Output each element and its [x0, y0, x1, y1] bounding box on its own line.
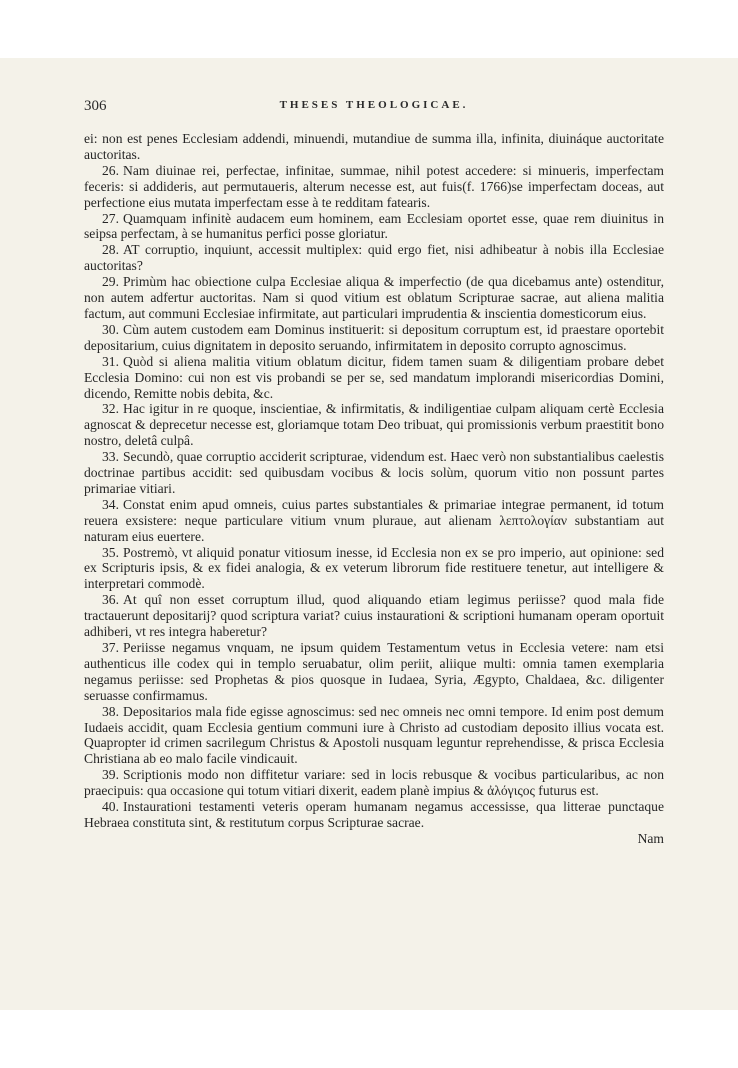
paragraph-number: 29.: [102, 274, 119, 290]
paragraph-number: 27.: [102, 210, 119, 226]
paragraph-number: 39.: [102, 767, 119, 783]
paragraph-text: Quamquam infinitè audacem eum hominem, eam Ecclesiam oportet esse, quae rem diuinitus in seipsa perfectam, à se humanitus perfici posse gloriatur.: [84, 210, 664, 242]
paragraph-36: [84, 592, 664, 640]
text-body: [84, 131, 664, 847]
paragraph-text: ei: non est penes Ecclesiam addendi, minuendi, mutandiue de summa illa, infinita, diuináque auctoritate auctoritas.: [84, 131, 664, 162]
paragraph-text: Periisse negamus vnquam, ne ipsum quidem Testamentum vetus in Ecclesia vetere: nam etsi authenticus ille codex qui in templo seruabatur, olim periit, aliique multi: omnia tamen exemplaria negamus periisse: sed Prophetas & pios quosque in Iudaea, Syria, Ægypto, Chaldaea, &c. diligenter seruasse confirmamus.: [84, 640, 664, 703]
paragraph-30: [84, 322, 664, 354]
paragraph-number: 37.: [102, 640, 119, 655]
paragraph-number: 31.: [102, 353, 119, 369]
paragraph-number: 38.: [102, 703, 119, 719]
paragraph-39: [84, 767, 664, 799]
paragraph-number: 40.: [102, 799, 119, 815]
paragraph-text: Depositarios mala fide egisse agnoscimus: sed nec omneis nec omni tempore. Id enim post demum Iudaeis accidit, quam Ecclesia gentium communi iure à Christo ad custodiam deposito illius vocata est. Quapropter id crimen sacrilegum Christus & Apostoli nusquam leguntur reprehendisse, & prisca Ecclesia Christiana ab eo malo facile vindicauit.: [84, 703, 664, 767]
paragraph-40: [84, 799, 664, 831]
paragraph-text: Primùm hac obiectione culpa Ecclesiae aliqua & imperfectio (de qua dicebamus ante) ostenditur, non autem adfertur auctoritas. Nam si quod vitium est oblatum Scripturae sacrae, aut aliena malitia factum, aut communi Ecclesiae infirmitate, aut particulari imprudentia & inscientia domesticorum eius.: [84, 274, 664, 321]
paragraph-number: 26.: [102, 162, 119, 178]
paragraph-number: 28.: [102, 242, 119, 258]
paragraph-text: Postremò, vt aliquid ponatur vitiosum inesse, id Ecclesia non ex se pro imperio, aut opinione: sed ex Scripturis ipsis, & ex fidei analogia, & ex veterum librorum fide restituere tenetur, aut intelligere & interpretari commodè.: [84, 544, 664, 592]
paragraph-number: 30.: [102, 321, 119, 337]
paragraph-text: Constat enim apud omneis, cuius partes substantiales & primariae integrae permanent, id totum reuera exsistere: neque particulare vitium vnum pluraue, aut alienam λεπτολογίαν substantiam aut naturam eius euertere.: [84, 496, 664, 544]
paragraph-number: 33.: [102, 449, 119, 465]
paragraph-37: [84, 640, 664, 704]
book-page: [0, 58, 738, 1010]
paragraph-text: Instaurationi testamenti veteris operam humanam negamus accessisse, qua litterae punctaque Hebraea constituta sint, & restitutum corpus Scripturae sacrae.: [84, 799, 664, 830]
page-number: 306: [84, 98, 107, 114]
paragraph-text: Cùm autem custodem eam Dominus instituerit: si depositum corruptum est, id praestare oportebit depositarium, cuius dignitatem in deposito seruando, infirmitatem in deposito corrupto agnoscimus.: [84, 321, 664, 353]
paragraph-number: 32.: [102, 401, 119, 417]
paragraph-33: [84, 449, 664, 497]
paragraph-29: [84, 274, 664, 322]
paragraph-number: 34.: [102, 496, 119, 512]
paragraph-text: Secundò, quae corruptio acciderit scripturae, videndum est. Haec verò non substantialibus caelestis doctrinae partibus accidit: sed quibusdam vocibus & locis solùm, quorum vitio non possunt partes primariae vitiari.: [84, 449, 664, 496]
paragraph-number: 36.: [102, 592, 119, 608]
paragraph-text: AT corruptio, inquiunt, accessit multiplex: quid ergo fiet, nisi adhibeatur à nobis illa Ecclesiae auctoritas?: [84, 242, 664, 274]
paragraph-text: At quî non esset corruptum illud, quod aliquando etiam legimus periisse? quod mala fide tractauerunt depositarij? quod scriptura variat? cuius instaurationi & scriptioni humanam operam oportuit adhiberi, vt res integra haberetur?: [84, 592, 664, 640]
paragraph-text: Quòd si aliena malitia vitium oblatum dicitur, fidem tamen suam & diligentiam probare debet Ecclesia Domino: cui non est vis probandi se per se, sed mandatum implorandi misericordias Domini, dicendo, Remitte nobis debita, &c.: [84, 353, 664, 401]
paragraph-26: [84, 163, 664, 211]
paragraph-31: [84, 354, 664, 402]
paragraph-27: [84, 211, 664, 243]
running-title: THESES THEOLOGICAE.: [279, 99, 469, 111]
page-header: [84, 98, 664, 118]
paragraph-38: [84, 704, 664, 768]
paragraph-text: Nam diuinae rei, perfectae, infinitae, summae, nihil potest accedere: si minueris, imperfectam feceris: si addideris, aut permutaueris, alterum necesse est, aut fuis(f. 1766)se imperfectam doceas, aut perfectione eius mutata imperfectam esse à te redditam fatearis.: [84, 162, 664, 210]
paragraph-35: [84, 545, 664, 593]
paragraph-text: Scriptionis modo non diffitetur variare: sed in locis rebusque & vocibus particularibus, ac non praecipuis: qua occasione qui totum vitiari dixerit, eadem planè impius & ἀλόγιςος futurus est.: [84, 767, 664, 799]
paragraph-32: [84, 401, 664, 449]
paragraph-number: 35.: [102, 544, 119, 560]
paragraph-28: [84, 242, 664, 274]
paragraph-continuation: [84, 131, 664, 163]
catchword: Nam: [637, 830, 664, 846]
paragraph-34: [84, 497, 664, 545]
paragraph-text: Hac igitur in re quoque, inscientiae, & infirmitatis, & indiligentiae culpam aliquam certè Ecclesia agnoscat & deprecetur necesse est, gloriamque totam Deo tribuat, qui promissionis verbum praestitit bono nostro, deletâ culpâ.: [84, 401, 664, 449]
